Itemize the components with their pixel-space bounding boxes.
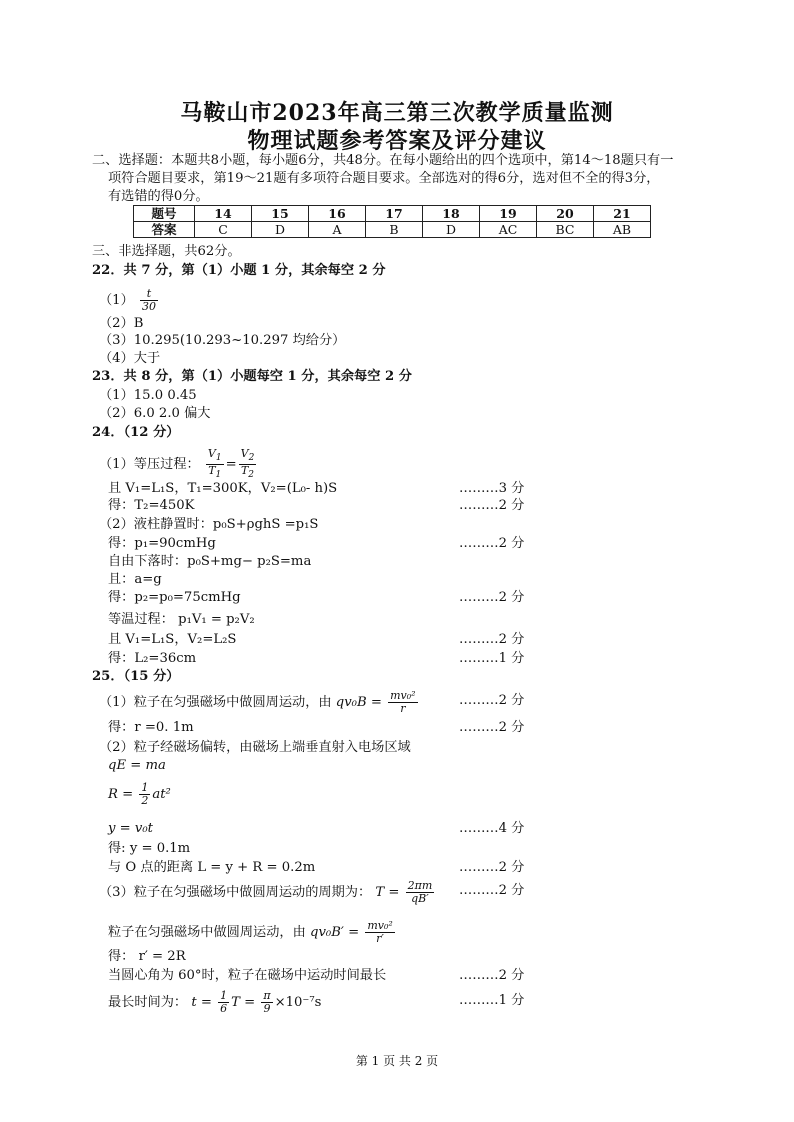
q24-line: 等温过程： p₁V₁ = p₂V₂ (108, 612, 255, 627)
score-note: ………2 分 (459, 860, 525, 875)
q22-answer-4: （4）大于 (99, 351, 161, 366)
table-row-label: 答案 (134, 222, 195, 238)
score-note: ………2 分 (459, 693, 525, 708)
q25-line (99, 690, 420, 715)
table-cell: 17 (366, 206, 423, 222)
q22-answer-2: （2）B (99, 316, 144, 331)
score-note: ………2 分 (459, 498, 525, 513)
q25-text: 粒子在匀强磁场中做圆周运动，由 (108, 925, 306, 940)
score-note: ………4 分 (459, 821, 525, 836)
fraction (406, 880, 435, 905)
q25-line: 与 O 点的距离 L = y + R = 0.2m (108, 860, 316, 875)
fraction-denominator: 9 (263, 1002, 271, 1015)
fraction-numerator: π (263, 989, 271, 1002)
q24-line: 且 V₁=L₁S，T₁=300K，V₂=(L₀- h)S (108, 481, 338, 496)
q24-line: 得：p₁=90cmHg (108, 536, 216, 551)
q25-line: 得：r =0. 1m (108, 720, 194, 735)
table-cell: 16 (309, 206, 366, 222)
score-note: ………2 分 (459, 968, 525, 983)
q25-text: 最长时间为： (108, 995, 188, 1010)
table-cell: 14 (195, 206, 252, 222)
equation: ×10⁻⁷s (274, 995, 322, 1010)
page-footer: 第 1 页 共 2 页 (355, 1054, 439, 1068)
equation: R = (108, 787, 134, 802)
table-cell: AB (594, 222, 651, 238)
fraction: $\frac{V_2}{T_2}$ (240, 447, 255, 481)
q24-line: （2）液柱静置时：p₀S+ρghS =p₁S (99, 517, 319, 532)
equation: at² (152, 787, 171, 802)
fraction (388, 690, 417, 715)
q24-line: 得：T₂=450K (108, 498, 195, 513)
fraction-denominator: r (400, 702, 406, 715)
table-cell: 20 (537, 206, 594, 222)
fraction-numerator: mv₀² (390, 689, 416, 702)
q24-line: 得：L₂=36cm (108, 651, 197, 666)
table-cell: BC (537, 222, 594, 238)
equation: T = (375, 885, 400, 900)
fraction (140, 288, 158, 313)
table-row (134, 206, 651, 222)
q25-line: 得: y = 0.1m (108, 841, 191, 856)
equation: T = (231, 995, 256, 1010)
section2-intro-3: 有选错的得0分。 (108, 189, 209, 204)
q24-line: 得：p₂=p₀=75cmHg (108, 590, 241, 605)
equation: t = (191, 995, 212, 1010)
q25-line (108, 782, 171, 807)
score-note: ………2 分 (459, 536, 525, 551)
document-title: 马鞍山市2023年高三第三次教学质量监测 (180, 100, 614, 126)
q23-heading: 23．共 8 分，第（1）小题每空 1 分，其余每空 2 分 (92, 369, 412, 384)
q22-answer-1 (99, 288, 160, 313)
q24-isobaric: （1）等压过程： $\frac{V_1}{T_1}$ = $\frac{V_2}{T_2}$ (99, 447, 255, 481)
q25-line (108, 920, 397, 945)
fraction (218, 990, 229, 1015)
q25-line: qE = ma (108, 758, 166, 773)
table-cell: 18 (423, 206, 480, 222)
q25-text: （3）粒子在匀强磁场中做圆周运动的周期为： (99, 885, 372, 900)
q25-line: （2）粒子经磁场偏转，由磁场上端垂直射入电场区域 (99, 740, 411, 755)
table-cell: 19 (480, 206, 537, 222)
fraction-denominator: 2 (141, 794, 149, 807)
q25-line: y = v₀t (108, 821, 153, 836)
equation: qv₀B = (335, 695, 382, 710)
q25-line (99, 880, 436, 905)
q24-isobaric-label: （1）等压过程： (99, 457, 200, 473)
section2-intro-1: 二、选择题：本题共8小题，每小题6分，共48分。在每小题给出的四个选项中，第14～18题只有一 (92, 153, 674, 168)
section3-heading: 三、非选择题，共62分。 (92, 244, 241, 259)
score-note: ………2 分 (459, 720, 525, 735)
q25-line: 得： r′ = 2R (108, 949, 186, 964)
table-cell: B (366, 222, 423, 238)
fraction (365, 920, 394, 945)
q24-line: 自由下落时：p₀S+mg− p₂S=ma (108, 554, 312, 569)
q23-answer-1: （1）15.0 0.45 (99, 388, 197, 403)
q25-line: 当圆心角为 60°时，粒子在磁场中运动时间最长 (108, 968, 387, 983)
fraction-numerator: mv₀² (367, 919, 393, 932)
q25-text: （1）粒子在匀强磁场中做圆周运动，由 (99, 695, 332, 710)
score-note: ………1 分 (459, 651, 525, 666)
fraction-denominator: 6 (220, 1002, 228, 1015)
fraction (261, 990, 272, 1015)
table-cell: D (252, 222, 309, 238)
fraction-numerator: t (140, 288, 158, 301)
q24-line: 且：a=g (108, 572, 162, 587)
q25-line (108, 990, 321, 1015)
table-row-label: 题号 (134, 206, 195, 222)
table-row (134, 222, 651, 238)
q22-answer-3: （3）10.295(10.293~10.297 均给分） (99, 333, 346, 348)
table-cell: C (195, 222, 252, 238)
table-cell: 15 (252, 206, 309, 222)
table-cell: AC (480, 222, 537, 238)
q24-heading: 24．（12 分） (92, 425, 180, 440)
score-note: ………3 分 (459, 481, 525, 496)
score-note: ………2 分 (459, 590, 525, 605)
fraction-denominator: qB′ (411, 892, 429, 905)
table-cell: 21 (594, 206, 651, 222)
equation: qv₀B′ = (310, 925, 360, 940)
q22-answer-1-label: （1） (99, 293, 134, 308)
document-subtitle: 物理试题参考答案及评分建议 (247, 128, 547, 154)
q25-heading: 25．（15 分） (92, 669, 180, 684)
fraction (139, 782, 150, 807)
fraction-denominator: r′ (376, 932, 384, 945)
answer-table (133, 205, 651, 238)
score-note: ………1 分 (459, 993, 525, 1008)
section2-intro-2: 项符合题目要求，第19～21题有多项符合题目要求。全部选对的得6分，选对但不全的得3分， (108, 171, 660, 186)
table-cell: A (309, 222, 366, 238)
q23-answer-2: （2）6.0 2.0 偏大 (99, 406, 211, 421)
fraction-numerator: 2πm (407, 879, 433, 892)
fraction-denominator: 30 (141, 300, 156, 313)
fraction-numerator: 1 (220, 989, 228, 1002)
q24-line: 且 V₁=L₁S，V₂=L₂S (108, 632, 237, 647)
q22-heading: 22．共 7 分，第（1）小题 1 分，其余每空 2 分 (92, 263, 386, 278)
table-cell: D (423, 222, 480, 238)
fraction-numerator: 1 (141, 781, 149, 794)
fraction: $\frac{V_1}{T_1}$ (207, 447, 222, 481)
score-note: ………2 分 (459, 632, 525, 647)
score-note: ………2 分 (459, 883, 525, 898)
